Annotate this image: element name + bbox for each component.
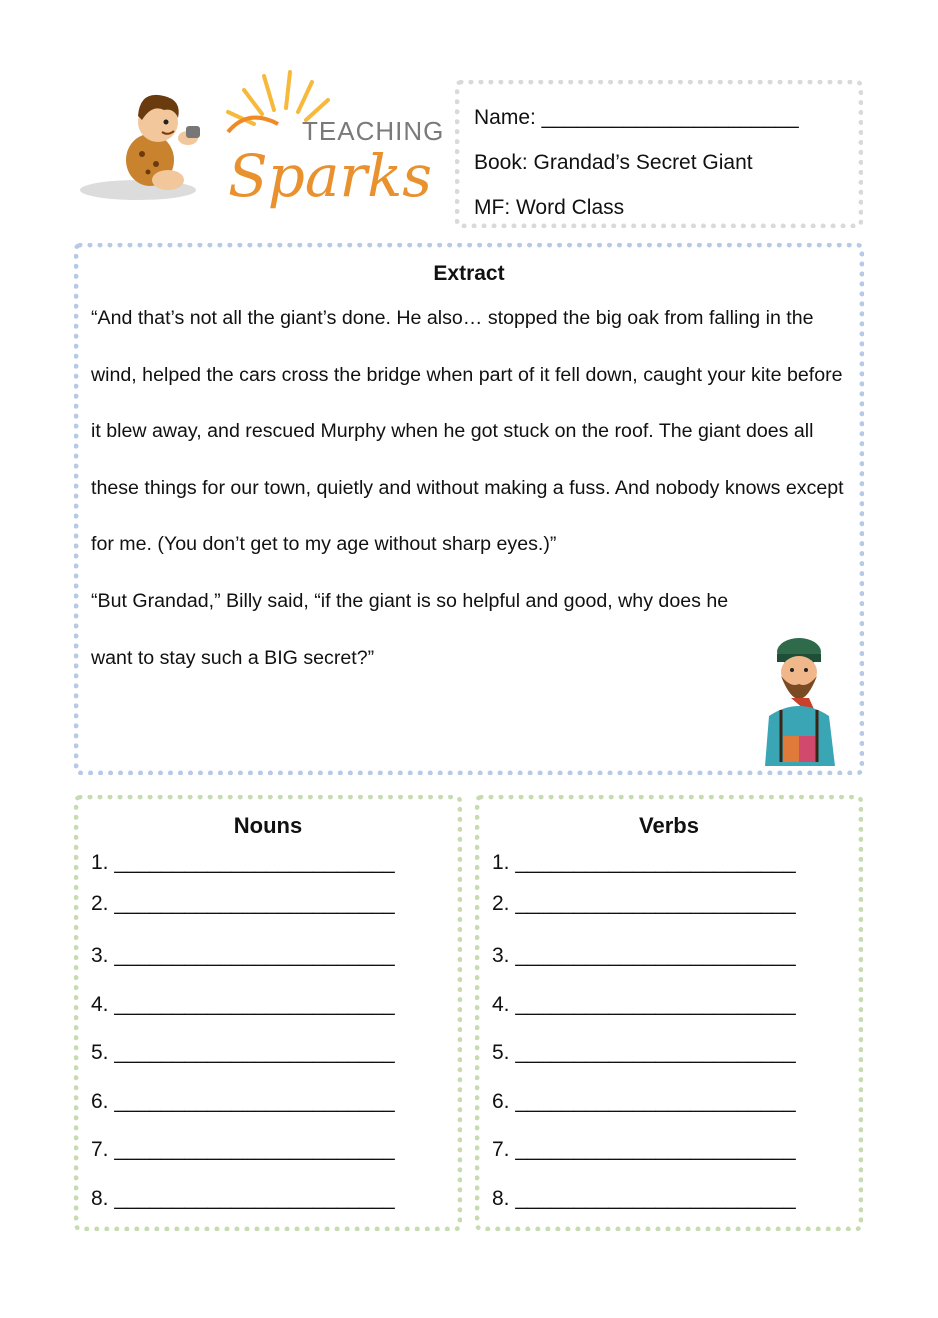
nouns-answer-6[interactable]: 6. ________________________ (91, 1089, 395, 1113)
nouns-answer-8[interactable]: 8. ________________________ (91, 1186, 395, 1210)
nouns-answer-1[interactable]: 1. ________________________ (91, 851, 395, 874)
nouns-answer-3[interactable]: 3. ________________________ (91, 944, 395, 967)
verbs-answer-4[interactable]: 4. ________________________ (492, 992, 796, 1016)
extract-title: Extract (433, 262, 505, 285)
verbs-answer-8[interactable]: 8. ________________________ (492, 1186, 796, 1210)
focus-label: MF: Word Class (474, 196, 625, 219)
brand-line2: Sparks (228, 142, 433, 210)
extract-box (74, 243, 864, 775)
caveman-mascot-icon (78, 68, 448, 218)
verbs-answer-5[interactable]: 5. ________________________ (492, 1041, 796, 1064)
verbs-title: Verbs (639, 813, 699, 838)
nouns-answer-5[interactable]: 5. ________________________ (91, 1041, 395, 1064)
verbs-answer-6[interactable]: 6. ________________________ (492, 1089, 796, 1113)
grandad-illustration-icon (747, 632, 851, 766)
verbs-answer-2[interactable]: 2. ________________________ (492, 892, 796, 915)
verbs-box (475, 795, 863, 1231)
extract-paragraph-1: “And that’s not all the giant’s done. He also… stopped the big oak from falling in the wind, helped the cars cross the bridge when part of it fell down, caught your kite before it blew away, and rescued Murphy when he got stuck on the roof. The giant does all these things for our town, quietly and without making a fuss. And nobody knows except for me. (You don’t get to my age without sharp eyes.)” (91, 307, 844, 556)
brand-line1: TEACHING (302, 116, 445, 146)
extract-paragraph-2: “But Grandad,” Billy said, “if the giant is so helpful and good, why does he want to stay such a BIG secret?” (91, 589, 729, 669)
nouns-box (74, 795, 462, 1231)
teaching-sparks-logo (78, 68, 448, 218)
nouns-title: Nouns (233, 813, 303, 838)
book-label: Book: Grandad’s Secret Giant (474, 151, 753, 174)
verbs-answer-1[interactable]: 1. ________________________ (492, 851, 796, 874)
nouns-answer-7[interactable]: 7. ________________________ (91, 1138, 395, 1161)
student-info-box (455, 80, 863, 228)
verbs-answer-7[interactable]: 7. ________________________ (492, 1138, 796, 1161)
name-field[interactable]: Name: ______________________ (474, 106, 799, 129)
verbs-answer-3[interactable]: 3. ________________________ (492, 944, 796, 967)
nouns-answer-4[interactable]: 4. ________________________ (91, 992, 395, 1016)
nouns-answer-2[interactable]: 2. ________________________ (91, 892, 395, 915)
